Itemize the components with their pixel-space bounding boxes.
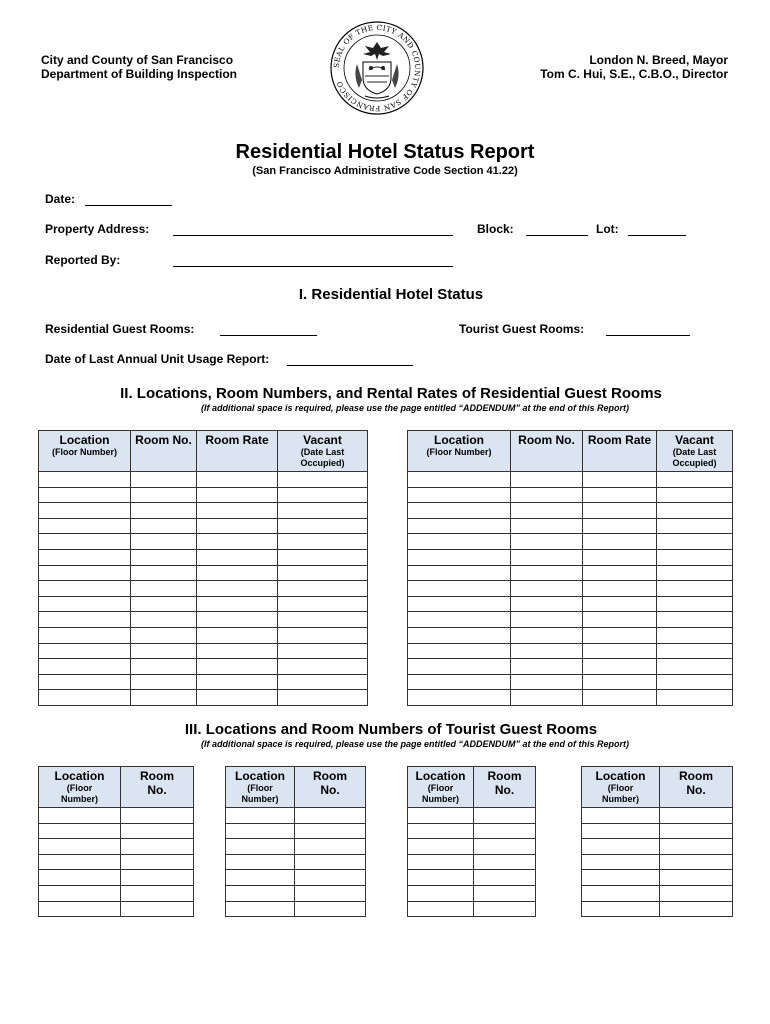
table-cell[interactable] <box>511 549 583 565</box>
table-cell[interactable] <box>511 627 583 643</box>
table-cell[interactable] <box>408 565 511 581</box>
table-cell[interactable] <box>660 901 733 917</box>
col-room-no: Room No. <box>474 767 536 808</box>
table-cell[interactable] <box>583 627 657 643</box>
table-row <box>39 612 368 628</box>
table-cell[interactable] <box>131 503 197 519</box>
table-row <box>39 839 194 855</box>
table-cell[interactable] <box>582 885 660 901</box>
lot-field[interactable] <box>628 235 686 236</box>
residential-rooms-table-right <box>407 430 733 706</box>
table-cell[interactable] <box>657 674 733 690</box>
table-row <box>39 885 194 901</box>
table-cell[interactable] <box>583 503 657 519</box>
table-cell[interactable] <box>511 487 583 503</box>
col-location: Location (Floor Number) <box>582 767 660 808</box>
table-cell[interactable] <box>131 627 197 643</box>
table-cell[interactable] <box>408 659 511 675</box>
table-row <box>582 870 733 886</box>
table-cell[interactable] <box>121 823 194 839</box>
table-cell[interactable] <box>511 503 583 519</box>
table-row <box>408 823 536 839</box>
table-cell[interactable] <box>657 690 733 706</box>
table-cell[interactable] <box>511 534 583 550</box>
table-cell[interactable] <box>657 472 733 488</box>
table-cell[interactable] <box>474 808 536 824</box>
table-row <box>39 627 368 643</box>
mayor-name: London N. Breed, Mayor <box>589 53 728 67</box>
table-cell[interactable] <box>511 581 583 597</box>
table-cell[interactable] <box>408 690 511 706</box>
table-cell[interactable] <box>582 901 660 917</box>
table-cell[interactable] <box>278 549 368 565</box>
table-cell[interactable] <box>408 643 511 659</box>
table-cell[interactable] <box>131 472 197 488</box>
table-cell[interactable] <box>582 870 660 886</box>
table-cell[interactable] <box>197 674 278 690</box>
table-cell[interactable] <box>511 565 583 581</box>
table-cell[interactable] <box>408 534 511 550</box>
table-cell[interactable] <box>197 627 278 643</box>
table-cell[interactable] <box>39 487 131 503</box>
col-room-no: Room No. <box>511 431 583 472</box>
table-row <box>226 854 366 870</box>
table-cell[interactable] <box>39 674 131 690</box>
table-row <box>39 674 368 690</box>
tourist-rooms-field[interactable] <box>606 335 690 336</box>
table-cell[interactable] <box>657 549 733 565</box>
table-row <box>408 854 536 870</box>
col-room-rate: Room Rate <box>583 431 657 472</box>
table-row <box>39 472 368 488</box>
table-cell[interactable] <box>295 901 366 917</box>
section-3-note: (If additional space is required, please use the page entitled “ADDENDUM” at the end of this Report) <box>200 739 630 749</box>
table-cell[interactable] <box>474 839 536 855</box>
table-cell[interactable] <box>278 674 368 690</box>
table-cell[interactable] <box>278 612 368 628</box>
col-location: Location (Floor Number) <box>408 431 511 472</box>
table-cell[interactable] <box>295 839 366 855</box>
table-cell[interactable] <box>583 612 657 628</box>
table-cell[interactable] <box>39 885 121 901</box>
table-cell[interactable] <box>226 839 295 855</box>
table-cell[interactable] <box>582 823 660 839</box>
table-cell[interactable] <box>121 808 194 824</box>
table-cell[interactable] <box>39 901 121 917</box>
table-cell[interactable] <box>511 472 583 488</box>
table-cell[interactable] <box>657 612 733 628</box>
table-cell[interactable] <box>278 596 368 612</box>
table-cell[interactable] <box>197 596 278 612</box>
tourist-rooms-table-3 <box>407 766 536 917</box>
table-row <box>39 518 368 534</box>
table-cell[interactable] <box>131 612 197 628</box>
table-cell[interactable] <box>278 487 368 503</box>
table-row <box>408 596 733 612</box>
table-cell[interactable] <box>295 854 366 870</box>
table-cell[interactable] <box>408 674 511 690</box>
table-cell[interactable] <box>39 565 131 581</box>
table-cell[interactable] <box>660 885 733 901</box>
table-cell[interactable] <box>583 596 657 612</box>
table-cell[interactable] <box>657 487 733 503</box>
table-row <box>582 839 733 855</box>
table-cell[interactable] <box>226 901 295 917</box>
col-location: Location (Floor Number) <box>408 767 474 808</box>
table-cell[interactable] <box>582 808 660 824</box>
table-row <box>226 870 366 886</box>
table-cell[interactable] <box>657 659 733 675</box>
report-subtitle: (San Francisco Administrative Code Section 41.22) <box>252 165 518 177</box>
table-cell[interactable] <box>408 503 511 519</box>
table-row <box>582 901 733 917</box>
table-cell[interactable] <box>583 472 657 488</box>
table-cell[interactable] <box>583 581 657 597</box>
table-cell[interactable] <box>583 518 657 534</box>
table-row <box>39 549 368 565</box>
table-cell[interactable] <box>39 823 121 839</box>
table-row <box>408 808 536 824</box>
table-row <box>39 870 194 886</box>
table-cell[interactable] <box>582 854 660 870</box>
table-cell[interactable] <box>657 627 733 643</box>
table-cell[interactable] <box>474 854 536 870</box>
last-report-label: Date of Last Annual Unit Usage Report: <box>45 352 270 366</box>
table-cell[interactable] <box>226 870 295 886</box>
table-cell[interactable] <box>511 690 583 706</box>
last-report-field[interactable] <box>287 365 413 366</box>
residential-rooms-label: Residential Guest Rooms: <box>45 322 195 336</box>
table-cell[interactable] <box>408 627 511 643</box>
department-header <box>41 53 237 81</box>
col-room-no: Room No. <box>121 767 194 808</box>
table-row <box>226 823 366 839</box>
table-row <box>39 503 368 519</box>
col-location: Location (Floor Number) <box>226 767 295 808</box>
table-cell[interactable] <box>408 549 511 565</box>
table-row <box>408 690 733 706</box>
table-cell[interactable] <box>474 870 536 886</box>
table-cell[interactable] <box>511 659 583 675</box>
col-room-no: Room No. <box>131 431 197 472</box>
table-cell[interactable] <box>511 674 583 690</box>
col-location: Location (Floor Number) <box>39 767 121 808</box>
table-cell[interactable] <box>278 690 368 706</box>
lot-label: Lot: <box>596 222 619 236</box>
table-cell[interactable] <box>657 596 733 612</box>
director-name: Tom C. Hui, S.E., C.B.O., Director <box>540 67 728 81</box>
section-2-note: (If additional space is required, please use the page entitled “ADDENDUM” at the end of this Report) <box>200 403 630 413</box>
table-cell[interactable] <box>197 643 278 659</box>
table-cell[interactable] <box>408 901 474 917</box>
table-row <box>39 901 194 917</box>
table-cell[interactable] <box>474 901 536 917</box>
table-cell[interactable] <box>121 870 194 886</box>
table-row <box>408 612 733 628</box>
table-cell[interactable] <box>582 839 660 855</box>
table-cell[interactable] <box>39 581 131 597</box>
block-label: Block: <box>477 222 514 236</box>
table-cell[interactable] <box>660 808 733 824</box>
table-cell[interactable] <box>39 549 131 565</box>
table-cell[interactable] <box>39 518 131 534</box>
table-row <box>408 885 536 901</box>
table-cell[interactable] <box>278 503 368 519</box>
table-cell[interactable] <box>657 565 733 581</box>
table-row <box>408 870 536 886</box>
table-cell[interactable] <box>197 503 278 519</box>
table-cell[interactable] <box>583 674 657 690</box>
date-label: Date: <box>45 192 76 206</box>
table-row <box>408 659 733 675</box>
table-cell[interactable] <box>511 643 583 659</box>
table-row <box>408 487 733 503</box>
residential-rooms-field[interactable] <box>220 335 317 336</box>
table-cell[interactable] <box>474 823 536 839</box>
section-2-title: II. Locations, Room Numbers, and Rental Rates of Residential Guest Rooms <box>120 385 662 402</box>
table-row <box>39 823 194 839</box>
table-cell[interactable] <box>39 808 121 824</box>
table-cell[interactable] <box>131 659 197 675</box>
table-cell[interactable] <box>121 854 194 870</box>
table-cell[interactable] <box>197 659 278 675</box>
table-cell[interactable] <box>131 518 197 534</box>
table-row <box>408 472 733 488</box>
section-3-title: III. Locations and Room Numbers of Tourist Guest Rooms <box>184 721 598 738</box>
table-cell[interactable] <box>197 472 278 488</box>
table-cell[interactable] <box>583 565 657 581</box>
table-cell[interactable] <box>408 885 474 901</box>
reported-by-field[interactable] <box>173 266 453 267</box>
table-cell[interactable] <box>121 901 194 917</box>
table-cell[interactable] <box>660 839 733 855</box>
table-row <box>408 839 536 855</box>
table-cell[interactable] <box>226 823 295 839</box>
table-cell[interactable] <box>408 487 511 503</box>
table-cell[interactable] <box>657 581 733 597</box>
table-cell[interactable] <box>474 885 536 901</box>
table-row <box>408 901 536 917</box>
table-cell[interactable] <box>278 472 368 488</box>
table-row <box>226 885 366 901</box>
table-cell[interactable] <box>39 839 121 855</box>
table-cell[interactable] <box>39 870 121 886</box>
table-cell[interactable] <box>583 690 657 706</box>
table-row <box>408 534 733 550</box>
table-cell[interactable] <box>408 870 474 886</box>
table-cell[interactable] <box>583 643 657 659</box>
table-row <box>408 503 733 519</box>
table-row <box>39 534 368 550</box>
table-cell[interactable] <box>583 659 657 675</box>
tourist-rooms-table-1 <box>38 766 194 917</box>
table-row <box>408 643 733 659</box>
table-cell[interactable] <box>39 854 121 870</box>
table-row <box>408 549 733 565</box>
table-cell[interactable] <box>511 518 583 534</box>
officials-header <box>540 53 728 81</box>
table-cell[interactable] <box>197 690 278 706</box>
table-cell[interactable] <box>583 549 657 565</box>
table-cell[interactable] <box>660 823 733 839</box>
col-location: Location (Floor Number) <box>39 431 131 472</box>
table-cell[interactable] <box>278 581 368 597</box>
svg-text:SEAL OF THE CITY AND COUNTY OF: SEAL OF THE CITY AND COUNTY OF SAN FRANCISCO <box>331 22 423 114</box>
table-cell[interactable] <box>39 659 131 675</box>
tourist-rooms-table-2 <box>225 766 366 917</box>
table-cell[interactable] <box>39 690 131 706</box>
city-name: City and County of San Francisco <box>41 53 234 67</box>
table-cell[interactable] <box>278 659 368 675</box>
table-row <box>39 581 368 597</box>
table-row <box>39 690 368 706</box>
table-cell[interactable] <box>295 823 366 839</box>
table-cell[interactable] <box>660 870 733 886</box>
date-field[interactable] <box>85 205 172 206</box>
col-vacant: Vacant (Date Last Occupied) <box>278 431 368 472</box>
table-cell[interactable] <box>657 503 733 519</box>
tourist-rooms-table-4 <box>581 766 733 917</box>
table-cell[interactable] <box>295 870 366 886</box>
table-cell[interactable] <box>408 472 511 488</box>
col-room-rate: Room Rate <box>197 431 278 472</box>
table-cell[interactable] <box>278 643 368 659</box>
table-cell[interactable] <box>121 885 194 901</box>
table-cell[interactable] <box>583 534 657 550</box>
table-cell[interactable] <box>511 596 583 612</box>
table-row <box>408 627 733 643</box>
table-cell[interactable] <box>278 565 368 581</box>
table-cell[interactable] <box>583 487 657 503</box>
table-cell[interactable] <box>197 612 278 628</box>
table-cell[interactable] <box>131 596 197 612</box>
table-row <box>408 674 733 690</box>
table-cell[interactable] <box>657 534 733 550</box>
department-name: Department of Building Inspection <box>41 67 238 81</box>
table-row <box>582 885 733 901</box>
table-row <box>582 823 733 839</box>
table-cell[interactable] <box>657 643 733 659</box>
table-row <box>226 839 366 855</box>
table-row <box>582 808 733 824</box>
table-row <box>39 659 368 675</box>
residential-rooms-table-left <box>38 430 368 706</box>
table-cell[interactable] <box>197 487 278 503</box>
table-cell[interactable] <box>408 596 511 612</box>
table-cell[interactable] <box>278 627 368 643</box>
section-1-title: I. Residential Hotel Status <box>298 286 484 303</box>
table-row <box>39 643 368 659</box>
table-cell[interactable] <box>408 839 474 855</box>
table-cell[interactable] <box>408 518 511 534</box>
property-address-label: Property Address: <box>45 222 150 236</box>
table-cell[interactable] <box>131 581 197 597</box>
table-cell[interactable] <box>226 885 295 901</box>
table-row <box>39 596 368 612</box>
table-cell[interactable] <box>131 690 197 706</box>
table-row <box>582 854 733 870</box>
table-cell[interactable] <box>197 581 278 597</box>
block-field[interactable] <box>526 235 588 236</box>
property-address-field[interactable] <box>173 235 453 236</box>
report-title: Residential Hotel Status Report <box>235 141 535 163</box>
table-cell[interactable] <box>131 565 197 581</box>
table-row <box>39 565 368 581</box>
table-row <box>226 901 366 917</box>
table-row <box>226 808 366 824</box>
table-cell[interactable] <box>408 854 474 870</box>
table-cell[interactable] <box>197 565 278 581</box>
table-row <box>408 565 733 581</box>
table-row <box>408 581 733 597</box>
table-cell[interactable] <box>408 612 511 628</box>
reported-by-label: Reported By: <box>45 253 121 267</box>
col-room-no: Room No. <box>295 767 366 808</box>
table-cell[interactable] <box>197 518 278 534</box>
table-cell[interactable] <box>278 534 368 550</box>
table-cell[interactable] <box>197 534 278 550</box>
table-cell[interactable] <box>660 854 733 870</box>
table-cell[interactable] <box>39 627 131 643</box>
col-room-no: Room No. <box>660 767 733 808</box>
table-cell[interactable] <box>39 643 131 659</box>
table-cell[interactable] <box>408 581 511 597</box>
col-vacant: Vacant (Date Last Occupied) <box>657 431 733 472</box>
table-cell[interactable] <box>295 808 366 824</box>
table-cell[interactable] <box>408 808 474 824</box>
table-cell[interactable] <box>39 472 131 488</box>
table-cell[interactable] <box>131 549 197 565</box>
city-seal-icon <box>329 20 425 116</box>
table-row <box>408 518 733 534</box>
table-cell[interactable] <box>295 885 366 901</box>
table-cell[interactable] <box>226 808 295 824</box>
table-cell[interactable] <box>131 674 197 690</box>
table-cell[interactable] <box>121 839 194 855</box>
table-row <box>39 808 194 824</box>
table-cell[interactable] <box>39 503 131 519</box>
table-cell[interactable] <box>131 643 197 659</box>
table-cell[interactable] <box>657 518 733 534</box>
table-cell[interactable] <box>39 612 131 628</box>
table-cell[interactable] <box>278 518 368 534</box>
table-cell[interactable] <box>39 596 131 612</box>
table-cell[interactable] <box>197 549 278 565</box>
tourist-rooms-label: Tourist Guest Rooms: <box>459 322 585 336</box>
table-cell[interactable] <box>511 612 583 628</box>
table-cell[interactable] <box>131 487 197 503</box>
table-row <box>39 854 194 870</box>
table-cell[interactable] <box>39 534 131 550</box>
table-cell[interactable] <box>408 823 474 839</box>
table-cell[interactable] <box>226 854 295 870</box>
table-cell[interactable] <box>131 534 197 550</box>
table-row <box>39 487 368 503</box>
